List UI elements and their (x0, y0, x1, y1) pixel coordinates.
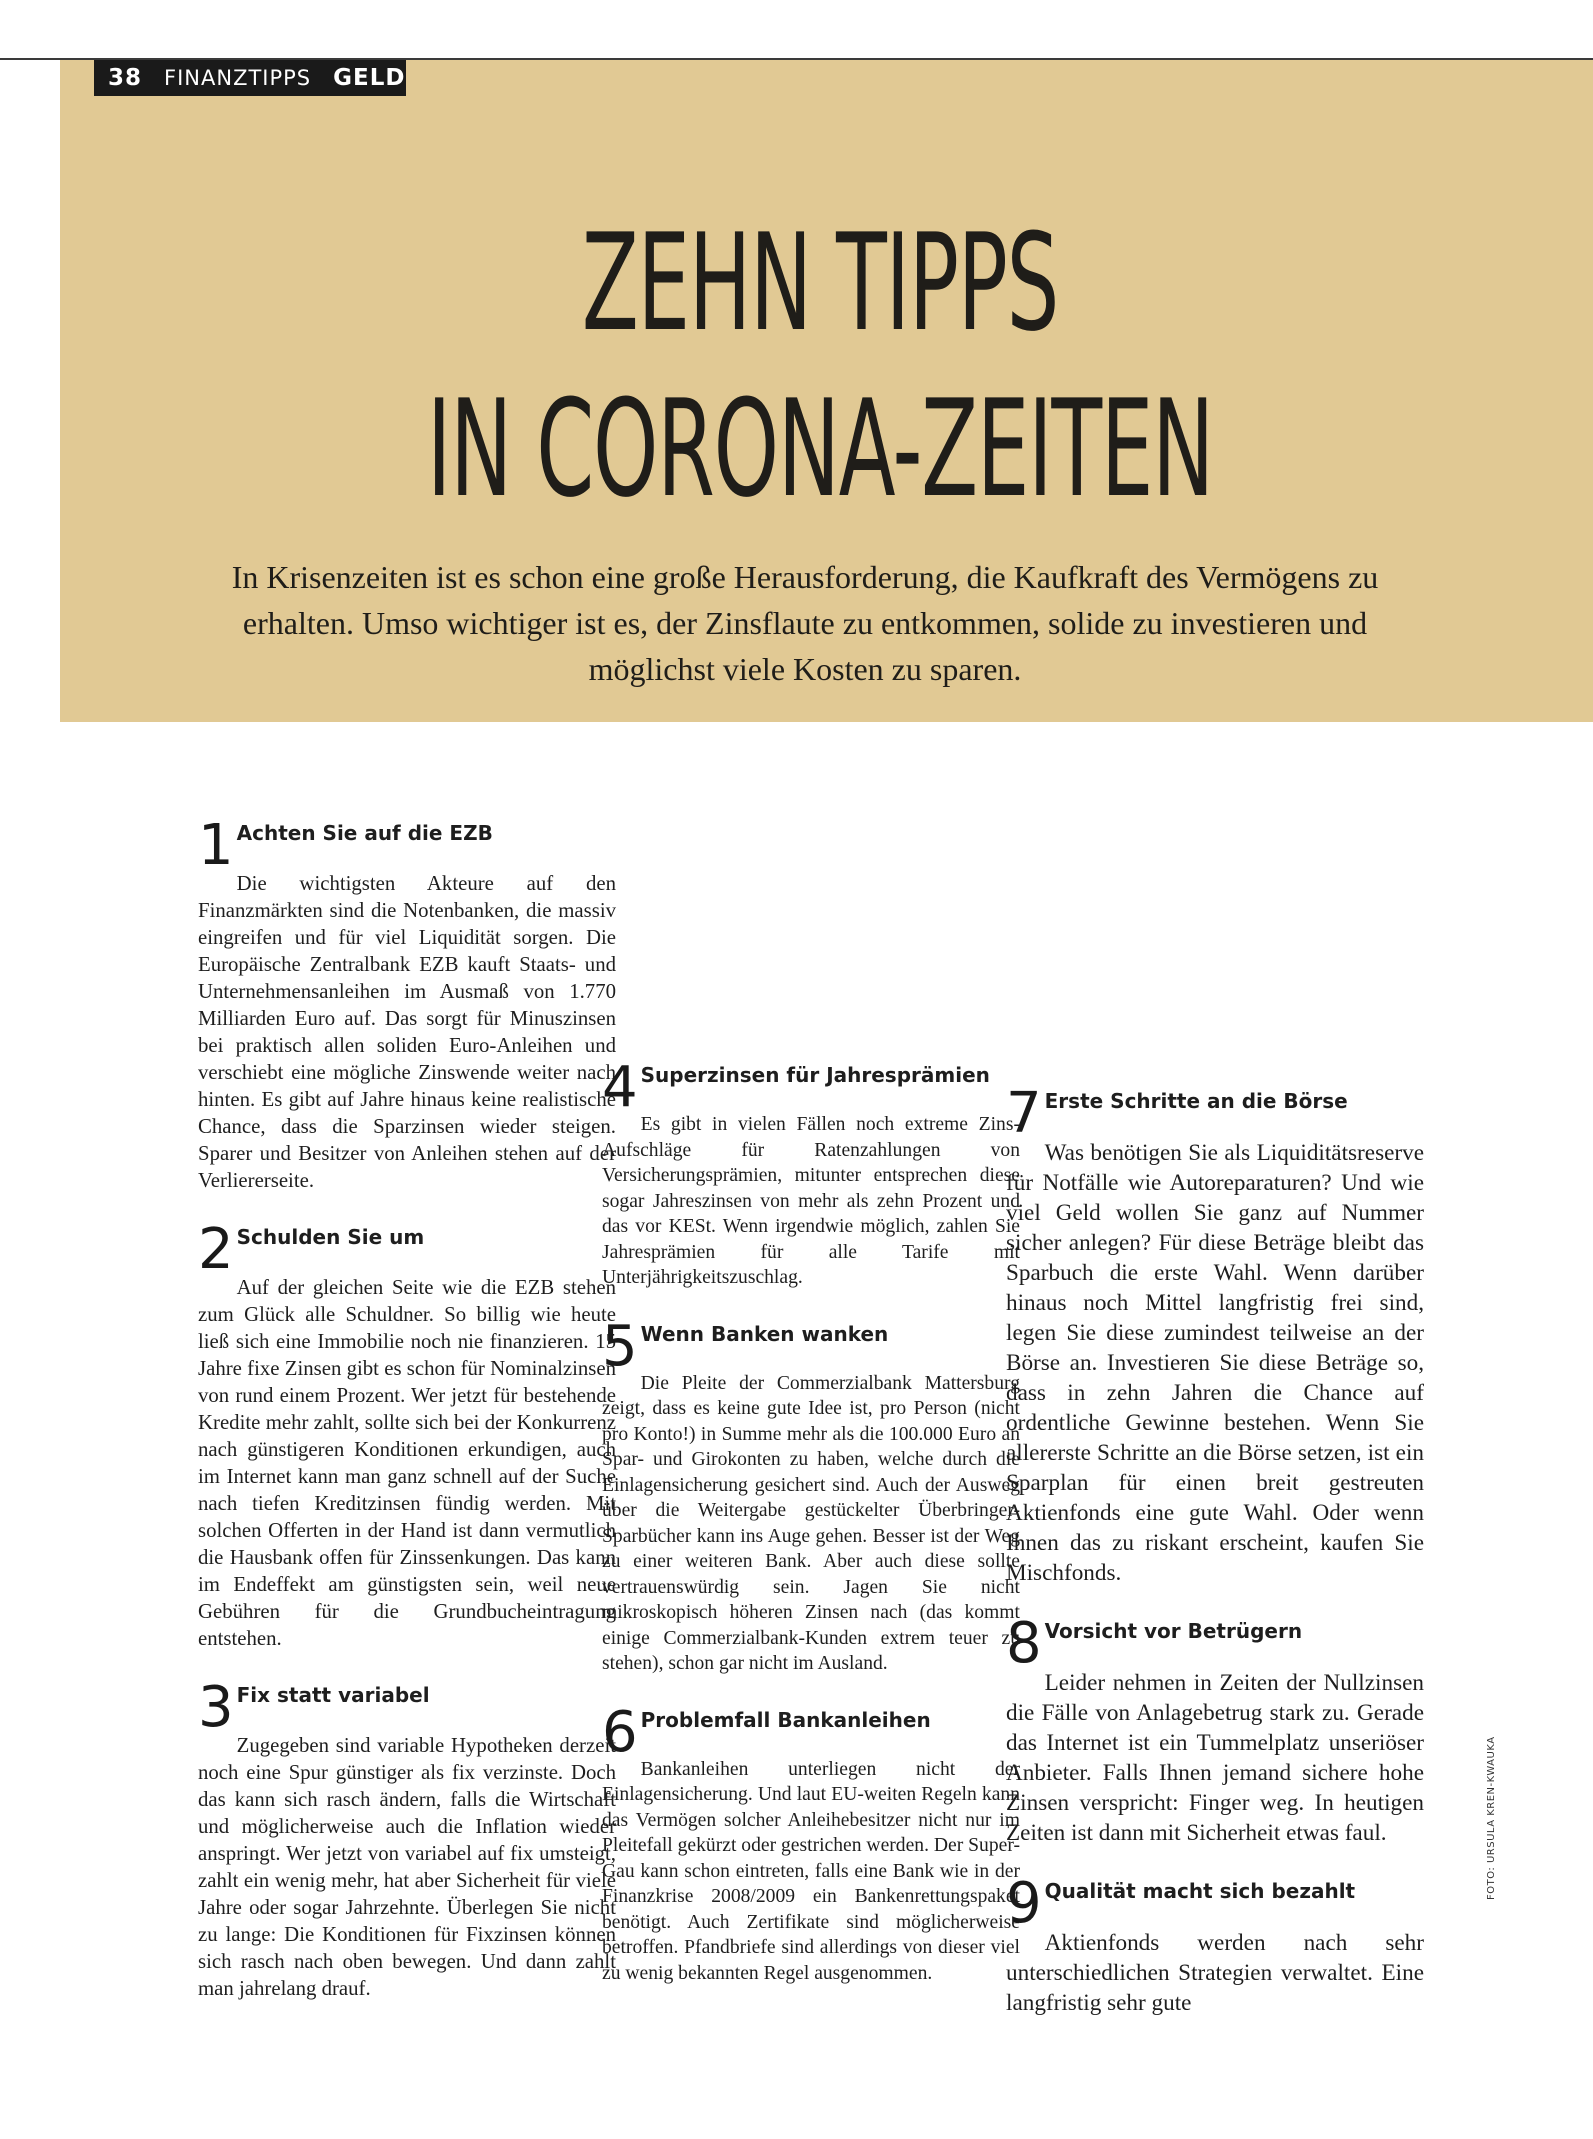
tip-2-number: 2 (198, 1217, 234, 1282)
tip-8 (1006, 1611, 1424, 1848)
tip-9 (1006, 1871, 1424, 2018)
tip-3-title: Fix statt variabel (236, 1683, 430, 1707)
tip-6-head (602, 1699, 1020, 1765)
tip-3-text: Zugegeben sind variable Hypotheken derzeit noch eine Spur günstiger als fix verzinste. Doch das kann sich rasch ändern, falls die Wirtschaft und möglicherweise auch die Inflation wieder anspringt. Wer jetzt von variabel auf fix umsteigt, zahlt ein wenig mehr, hat aber Sicherheit für viele Jahre oder sogar Jahrzehnte. Überlegen Sie nicht zu lange: Die Konditionen für Fixzinsen können sich rasch nach oben bewegen. Und dann zahlt man jahrelang drauf. (198, 1734, 616, 2000)
tip-1-head (198, 813, 616, 878)
tip-7-number: 7 (1006, 1081, 1042, 1146)
page-folio (94, 60, 406, 96)
tip-4-text: Es gibt in vielen Fällen noch extreme Zins-Aufschläge für Ratenzahlungen von Versicherungsprämien, mitunter entsprechen diese sogar Jahreszinsen von mehr als zehn Prozent und das vor KESt. Wenn irgendwie möglich, zahlen Sie Jahresprämien für alle Tarife mit Unterjährigkeitszuschlag. (602, 1114, 1020, 1288)
headline (386, 200, 1254, 532)
tip-5-title: Wenn Banken wanken (640, 1321, 889, 1346)
section-label: FINANZTIPPS (164, 66, 312, 90)
tip-9-head (1006, 1871, 1424, 1936)
tip-2-head (198, 1217, 616, 1282)
tip-3-number: 3 (198, 1675, 234, 1740)
tip-8-number: 8 (1006, 1611, 1042, 1676)
tip-1-title: Achten Sie auf die EZB (236, 821, 493, 845)
tip-5-text: Die Pleite der Commerzialbank Mattersburg zeigt, dass es keine gute Idee ist, pro Person (nicht pro Konto!) in Summe mehr als die 100.000 Euro an Spar- und Girokonten zu haben, welche durch die Einlagensicherung gesichert sind. Auch der Ausweg über die Weitergabe gestückelter Überbringer-Sparbücher kann ins Auge gehen. Besser ist der Weg zu einer weiteren Bank. Aber auch diese sollte vertrauenswürdig sein. Jagen Sie nicht mikroskopisch höheren Zinsen nach (das kommt einige Commerzialbank-Kunden extrem teuer zu stehen), schon gar nicht im Ausland. (602, 1372, 1020, 1674)
deck-text: In Krisenzeiten ist es schon eine große Herausforderung, die Kaufkraft des Vermögens zu erhalten. Umso wichtiger ist es, der Zinsflaute zu entkommen, solide zu investieren und möglichst viele Kosten zu sparen. (231, 559, 1379, 687)
tip-8-text: Leider nehmen in Zeiten der Nullzinsen die Fälle von Anlagebetrug stark zu. Gerade das Internet ist ein Tummelplatz unseriöser Anbieter. Falls Ihnen jemand sichere hohe Zinsen verspricht: Finger weg. In heutigen Zeiten ist dann mit Sicherheit etwas faul. (1006, 1670, 1424, 1846)
tip-1-number: 1 (198, 813, 234, 878)
photo-credit: FOTO: URSULA KREN-KWAUKA (1486, 1736, 1497, 1900)
tip-2-title: Schulden Sie um (236, 1225, 425, 1249)
tip-3 (198, 1675, 616, 2002)
tip-5-head (602, 1313, 1020, 1379)
tip-9-number: 9 (1006, 1871, 1042, 1936)
tip-5-number: 5 (602, 1313, 638, 1379)
text-column-2 (602, 1055, 1020, 2016)
tip-6 (602, 1699, 1020, 1987)
tip-4-head (602, 1055, 1020, 1120)
tip-8-head (1006, 1611, 1424, 1676)
category-label: GELD (333, 65, 406, 91)
tip-4-number: 4 (602, 1055, 638, 1120)
tip-7-title: Erste Schritte an die Börse (1044, 1089, 1348, 1113)
headline-line-1: ZEHN TIPPS (581, 205, 1059, 361)
tip-6-title: Problemfall Bankanleihen (640, 1707, 931, 1732)
tip-8-title: Vorsicht vor Betrügern (1044, 1619, 1303, 1643)
headline-line-2: IN CORONA-ZEITEN (426, 371, 1214, 527)
tip-9-text: Aktienfonds werden nach sehr unterschiedlichen Strategien verwaltet. Eine langfristig sehr gute (1006, 1930, 1424, 2016)
tip-6-number: 6 (602, 1699, 638, 1765)
tip-2-text: Auf der gleichen Seite wie die EZB stehen zum Glück alle Schuldner. So billig wie heute ließ sich eine Immobilie noch nie finanzieren. 15 Jahre fixe Zinsen gibt es schon für Nominalzinsen von rund einem Prozent. Wer jetzt für bestehende Kredite mehr zahlt, sollte sich bei der Konkurrenz nach günstigeren Konditionen erkundigen, auch im Internet kann man ganz schnell auf der Suche nach tiefen Kreditzinsen fündig werden. Mit solchen Offerten in der Hand ist dann vermutlich die Hausbank offen für Zinssenkungen. Das kann im Endeffekt am günstigsten sein, weil neue Gebühren für die Grundbucheintragung entstehen. (198, 1276, 616, 1650)
tip-7 (1006, 1081, 1424, 1588)
tip-2 (198, 1217, 616, 1652)
tip-4-title: Superzinsen für Jahresprämien (640, 1063, 990, 1087)
tip-7-head (1006, 1081, 1424, 1146)
tip-1 (198, 813, 616, 1194)
tip-3-head (198, 1675, 616, 1740)
tip-1-text: Die wichtigsten Akteure auf den Finanzmärkten sind die Notenbanken, die massiv eingreifen und für viel Liquidität sorgen. Die Europäische Zentralbank EZB kauft Staats- und Unternehmensanleihen im Ausmaß von 1.770 Milliarden Euro auf. Das sorgt für Minuszinsen bei praktisch allen soliden Euro-Anleihen und verschiebt eine mögliche Zinswende weiter nach hinten. Es gibt auf Jahre hinaus keine realistische Chance, dass die Sparzinsen wieder steigen. Sparer und Besitzer von Anleihen stehen auf der Verliererseite. (198, 872, 616, 1192)
text-column-1 (198, 813, 616, 2032)
text-column-3 (1006, 1081, 1424, 2048)
page-number: 38 (108, 65, 143, 91)
tip-7-text: Was benötigen Sie als Liquiditätsreserve für Notfälle wie Autoreparaturen? Und wie viel Geld wollen Sie ganz auf Nummer sicher anlegen? Für diese Beträge bleibt das Sparbuch die erste Wahl. Wenn darüber hinaus noch Mittel langfristig frei sind, legen Sie diese zumindest teilweise an der Börse an. Investieren Sie diese Beträge so, dass in zehn Jahren die Chance auf ordentliche Gewinne bestehen. Wenn Sie allererste Schritte an die Börse setzen, ist ein Sparplan für einen breit gestreuten Aktienfonds eine gute Wahl. Oder wenn Ihnen das zu riskant erscheint, kaufen Sie Mischfonds. (1006, 1140, 1424, 1586)
tip-5 (602, 1313, 1020, 1677)
tip-4 (602, 1055, 1020, 1291)
tip-6-text: Bankanleihen unterliegen nicht der Einlagensicherung. Und laut EU-weiten Regeln kann das Vermögen solcher Anleihebesitzer nicht nur im Pleitefall gekürzt oder gestrichen werden. Der Super-Gau kann schon eintreten, falls eine Bank wie in der Finanzkrise 2008/2009 ein Bankenrettungspaket benötigt. Auch Zertifikate sind möglicherweise betroffen. Pfandbriefe sind allerdings von dieser viel zu wenig bekannten Regel ausgenommen. (602, 1758, 1020, 1984)
tip-9-title: Qualität macht sich bezahlt (1044, 1879, 1356, 1903)
